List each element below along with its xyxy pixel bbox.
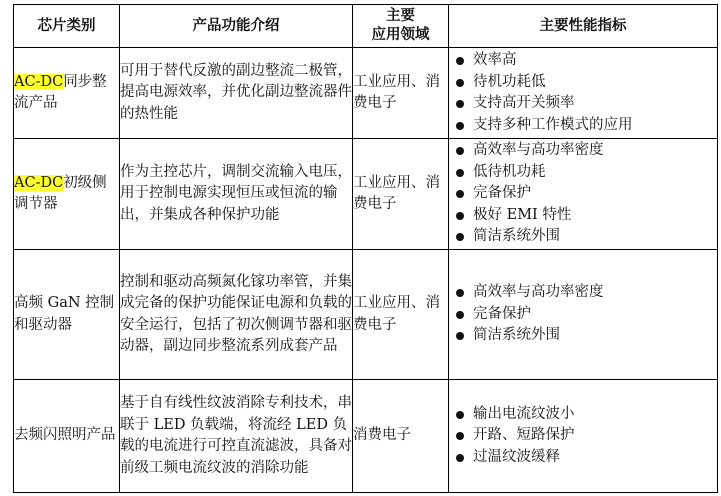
indicator-item [455,93,717,115]
category-cell [14,48,120,139]
indicator-item [455,404,717,426]
indicators-cell [449,139,718,250]
bullet-icon [456,432,464,440]
application-cell: 工业应用、消费电子 [353,250,449,380]
bullet-icon [456,100,464,108]
indicator-text: 支持高开关频率 [473,95,575,111]
indicator-item [455,282,717,304]
bullet-icon [456,289,464,297]
bullet-icon [456,233,464,241]
indicator-list [449,50,717,136]
bullet-icon [456,411,464,419]
category-rest: 同步整流产品 [14,73,107,111]
header-intro: 产品功能介绍 [120,5,353,48]
indicator-item [455,162,717,184]
indicators-cell [449,380,718,493]
indicator-text: 完备保护 [473,185,531,202]
header-application-line2: 应用领域 [371,27,430,43]
indicator-text: 简洁系统外围 [473,327,560,344]
table-row [14,250,718,380]
indicator-text: 待机功耗低 [473,73,546,90]
bullet-icon [456,212,464,220]
indicators-cell [449,250,718,380]
product-table [13,4,718,493]
indicator-item [455,72,717,94]
bullet-icon [456,332,464,340]
header-row [14,5,718,48]
bullet-icon [456,57,464,65]
indicator-item [455,183,717,205]
indicator-text: 输出电流纹波小 [473,405,575,422]
indicator-item [455,425,717,447]
header-application-line1: 主要 [386,8,415,24]
indicator-text: 简洁系统外围 [473,228,560,245]
category-cell: 高频 GaN 控制和驱动器 [14,250,120,380]
category-highlight: AC-DC [14,73,64,90]
application-cell: 工业应用、消费电子 [353,48,449,139]
header-application [353,5,449,48]
indicator-list [449,404,717,469]
table-row [14,380,718,493]
category-cell: 去频闪照明产品 [14,380,120,493]
indicator-item [455,447,717,469]
indicator-text: 支持多种工作模式的应用 [473,116,633,133]
application-cell: 消费电子 [353,380,449,493]
indicator-list [449,140,717,248]
indicator-text: 低待机功耗 [473,163,546,180]
intro-cell: 作为主控芯片，调制交流输入电压，用于控制电源实现恒压或恒流的输出，并集成各种保护功能 [120,139,353,250]
indicator-text: 开路、短路保护 [473,427,575,444]
indicator-item [455,205,717,227]
indicator-text: 极好 EMI 特性 [473,206,572,223]
indicator-text: 效率高 [473,52,517,68]
header-category: 芯片类别 [14,5,120,48]
indicator-list [449,282,717,347]
indicator-item [455,226,717,248]
application-cell: 工业应用、消费电子 [353,139,449,250]
bullet-icon [456,122,464,130]
header-indicators: 主要性能指标 [449,5,718,48]
category-highlight: AC-DC [14,174,64,191]
bullet-icon [456,454,464,462]
intro-cell: 基于自有线性纹波消除专利技术，串联于 LED 负载端，将流经 LED 负载的电流进行可控直流滤波，具备对前级工频电流纹波的消除功能 [120,380,353,493]
category-rest: 初级侧调节器 [14,174,107,212]
bullet-icon [456,190,464,198]
table-row [14,139,718,250]
indicator-item [455,304,717,326]
intro-cell: 可用于替代反激的副边整流二极管，提高电源效率，并优化副边整流器件的热性能 [120,48,353,139]
bullet-icon [456,169,464,177]
indicator-item [455,50,717,72]
indicator-item [455,140,717,162]
category-cell [14,139,120,250]
indicator-item [455,115,717,137]
intro-cell: 控制和驱动高频氮化镓功率管，并集成完备的保护功能保证电源和负载的安全运行，包括了初次侧调节器和驱动器，副边同步整流系列成套产品 [120,250,353,380]
indicator-text: 高效率与高功率密度 [473,142,604,159]
bullet-icon [456,79,464,87]
indicator-text: 过温纹波缓释 [473,448,560,465]
indicator-text: 完备保护 [473,305,531,322]
indicators-cell [449,48,718,139]
bullet-icon [456,147,464,155]
bullet-icon [456,311,464,319]
table-row [14,48,718,139]
indicator-item [455,325,717,347]
indicator-text: 高效率与高功率密度 [473,284,604,301]
